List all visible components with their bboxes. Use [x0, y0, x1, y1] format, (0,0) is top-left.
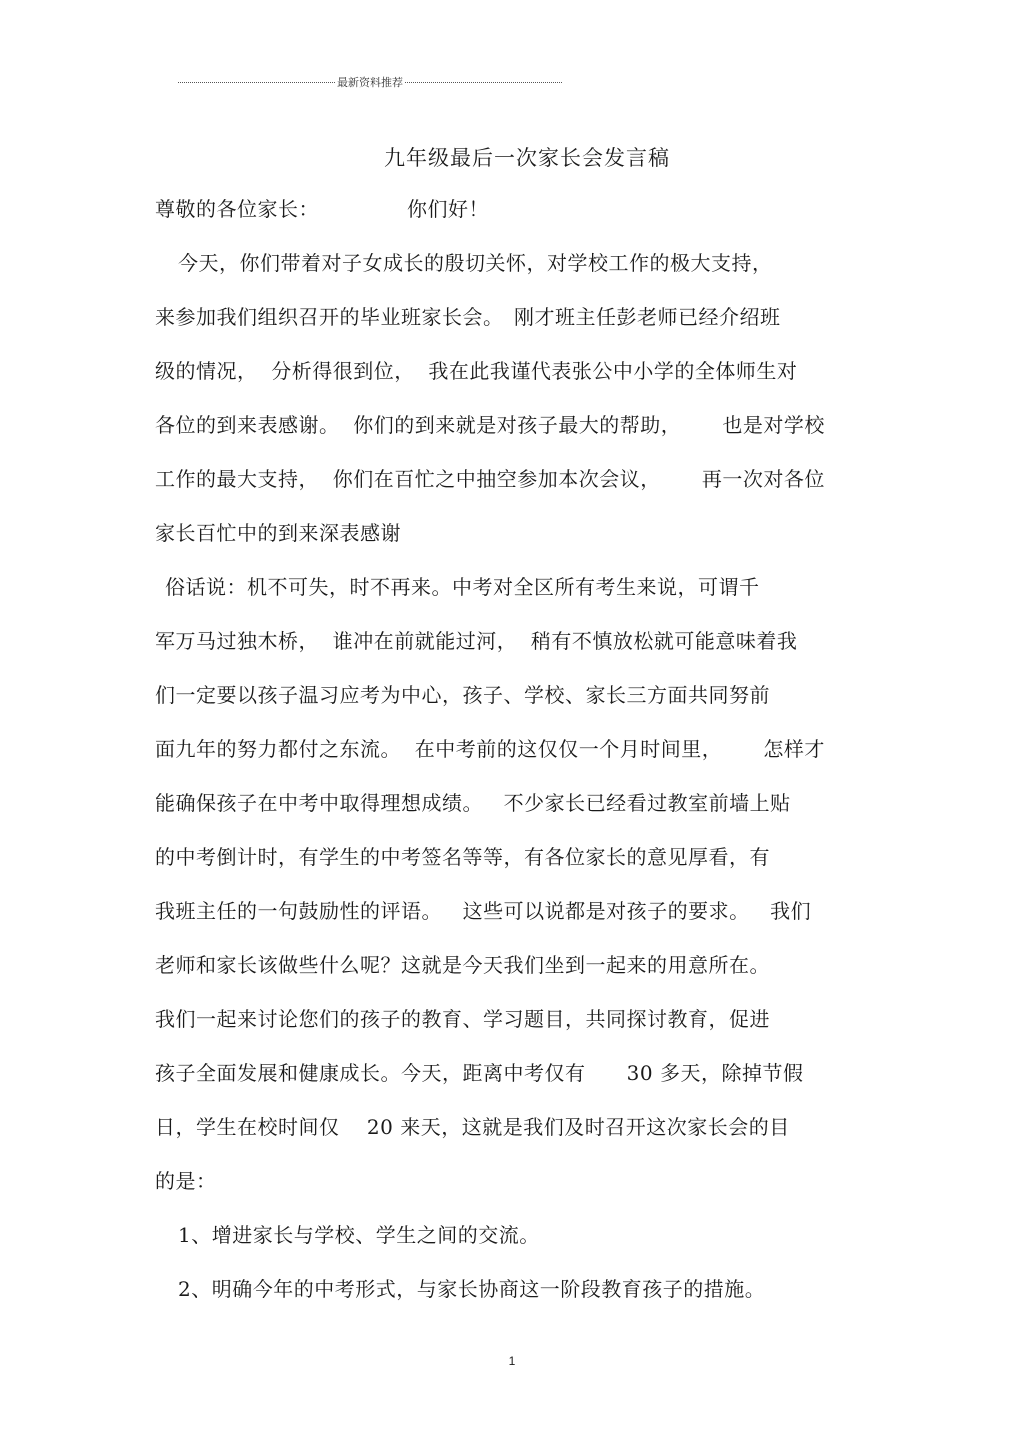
body-line: 俗话说：机不可失，时不再来。中考对全区所有考生来说，可谓千 — [165, 575, 760, 599]
body-line: 级的情况， 分析得很到位， 我在此我谨代表张公中小学的全体师生对 — [155, 359, 798, 383]
header-rule-left — [178, 82, 335, 83]
body-line: 们一定要以孩子温习应考为中心，孩子、学校、家长三方面共同努前 — [155, 683, 770, 707]
body-line: 工作的最大支持， 你们在百忙之中抽空参加本次会议， 再一次对各位 — [155, 467, 825, 491]
body-line: 的中考倒计时，有学生的中考签名等等，有各位家长的意见厚看，有 — [155, 845, 770, 869]
body-line: 日，学生在校时间仅 20 来天，这就是我们及时召开这次家长会的目 — [155, 1115, 790, 1139]
body-line: 我们一起来讨论您们的孩子的教育、学习题目，共同探讨教育，促进 — [155, 1007, 770, 1031]
body-line: 的是： — [155, 1169, 217, 1193]
header-rule-right — [405, 82, 562, 83]
list-item: 2、明确今年的中考形式，与家长协商这一阶段教育孩子的措施。 — [178, 1277, 766, 1301]
page-header — [178, 74, 562, 90]
body-line: 各位的到来表感谢。 你们的到来就是对孩子最大的帮助， 也是对学校 — [155, 413, 825, 437]
body-line: 我班主任的一句鼓励性的评语。 这些可以说都是对孩子的要求。 我们 — [155, 899, 812, 923]
body-line: 面九年的努力都付之东流。 在中考前的这仅仅一个月时间里， 怎样才 — [155, 737, 825, 761]
body-line: 老师和家长该做些什么呢？这就是今天我们坐到一起来的用意所在。 — [155, 953, 770, 977]
page-number: 1 — [508, 1354, 516, 1368]
list-item: 1、增进家长与学校、学生之间的交流。 — [178, 1223, 540, 1247]
greeting-salutation: 尊敬的各位家长： — [155, 197, 319, 221]
header-text: 最新资料推荐 — [337, 76, 403, 89]
body-line: 今天，你们带着对子女成长的殷切关怀，对学校工作的极大支持， — [178, 251, 773, 275]
body-line: 军万马过独木桥， 谁冲在前就能过河， 稍有不慎放松就可能意味着我 — [155, 629, 798, 653]
body-line: 孩子全面发展和健康成长。今天，距离中考仅有 30 多天，除掉节假 — [155, 1061, 804, 1085]
body-line: 家长百忙中的到来深表感谢 — [155, 521, 401, 545]
document-title: 九年级最后一次家长会发言稿 — [384, 146, 670, 170]
body-line: 能确保孩子在中考中取得理想成绩。 不少家长已经看过教室前墙上贴 — [155, 791, 791, 815]
body-line: 来参加我们组织召开的毕业班家长会。 刚才班主任彭老师已经介绍班 — [155, 305, 781, 329]
greeting-hello: 你们好！ — [407, 197, 489, 221]
